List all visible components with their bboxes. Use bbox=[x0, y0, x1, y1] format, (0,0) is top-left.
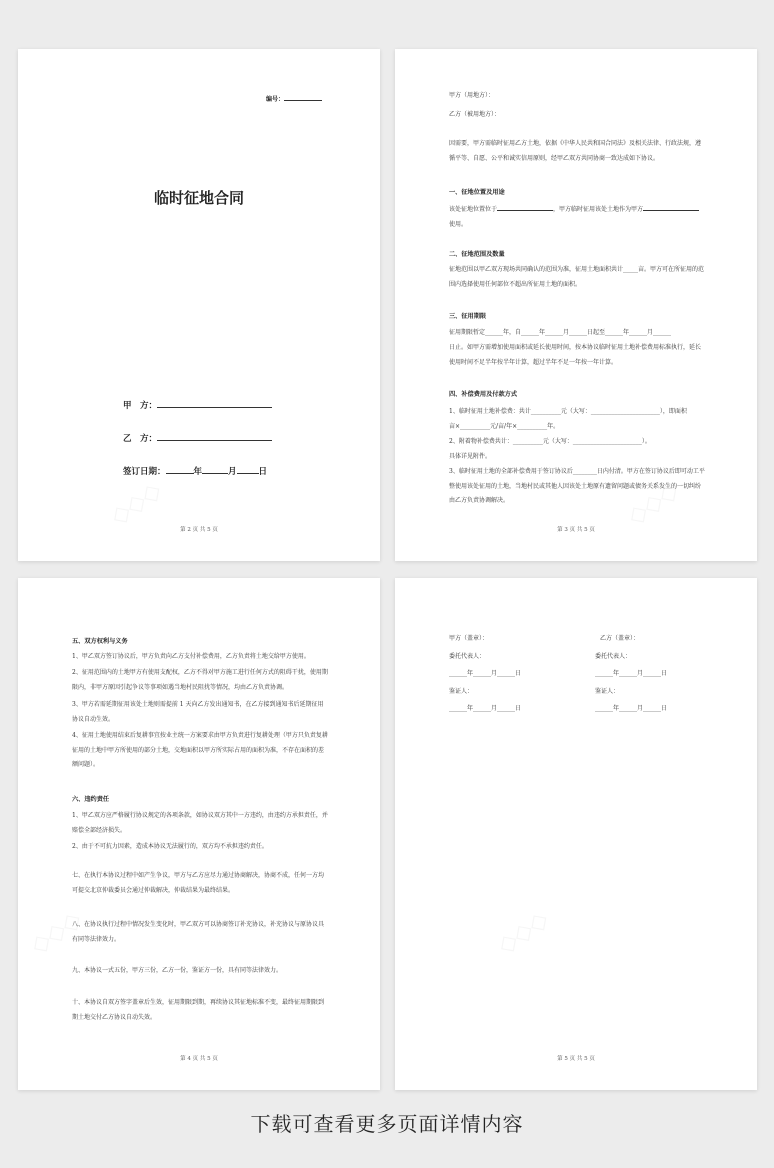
party-b-rep-date: ______年______月______日 bbox=[595, 670, 668, 677]
party-a-seal: 甲方（盖章）： bbox=[449, 635, 489, 642]
section-7: 七、在执行本协议过程中如产生争议，甲方与乙方应尽力通过协商解决，协商不成，任何一方均可提交北京仲裁委员会通过仲裁解决，仲裁结果为最终结果。 bbox=[72, 872, 325, 894]
document-page-3 bbox=[18, 578, 380, 1090]
location-blank bbox=[497, 203, 553, 211]
section-1-text bbox=[449, 203, 699, 218]
party-a-label: 甲 方： bbox=[123, 401, 158, 411]
party-b-label: 乙 方： bbox=[123, 434, 158, 444]
party-b-rep: 委托代表人： bbox=[595, 653, 632, 660]
party-b-line: 乙方（被用地方）： bbox=[449, 111, 501, 118]
party-a-line: 甲方（用地方）： bbox=[449, 92, 495, 99]
section-4-item-2: 2、附着物补偿费共计：__________元（大写：_______________________）。 bbox=[449, 438, 651, 445]
s1-text-a: 该处征地位置位于 bbox=[449, 206, 498, 213]
section-3-period-line: 征用期限暂定______年，自______年______月______日起至______年______月______ bbox=[449, 329, 672, 336]
signing-date-field bbox=[123, 465, 267, 477]
party-b-blank bbox=[157, 433, 272, 441]
page-number: 第 4 页 共 5 页 bbox=[180, 1056, 218, 1062]
year-blank bbox=[166, 466, 194, 474]
section-6-title: 六、违约责任 bbox=[72, 796, 110, 803]
document-page-4 bbox=[395, 578, 757, 1090]
section-1-text-end: 使用。 bbox=[449, 221, 468, 228]
section-3-text: 日止。如甲方需增加使用面积或延长使用时间，按本协议临时征用土地补偿费用标准执行，延长使用时间不足半年按半年计算，超过半年不足一年按一年计算。 bbox=[449, 344, 702, 366]
day-blank bbox=[237, 466, 259, 474]
month-label: 月 bbox=[228, 467, 237, 477]
section-5-p4: 4、征用土地使用结束后复耕事宜按业主统一方案要求由甲方负责进行复耕处理（甲方只负责复耕征用的土地中甲方所使用的部分土地，交地面积以甲方所实际占用的面积为准，不存在面积的差额问题）。 bbox=[72, 732, 328, 768]
document-title: 临时征地合同 bbox=[153, 189, 244, 207]
document-page-2 bbox=[395, 49, 757, 561]
section-6-p1: 1、甲乙双方应严格履行协议规定的各项条款，如协议双方其中一方违约，由违约方承担责任，并赔偿全部经济损失。 bbox=[72, 812, 328, 834]
party-a-blank bbox=[157, 400, 272, 408]
section-10: 十、本协议自双方签字盖章后生效，征用期限到期，再续协议其征地标准不变，最终征用期限到期土地交付乙方协议自动失效。 bbox=[72, 999, 325, 1021]
section-1-title: 一、征地位置及用途 bbox=[449, 189, 505, 196]
section-3-title: 三、征用期限 bbox=[449, 313, 487, 320]
section-5-p3: 3、甲方若需延期征用该处土地则需提前 1 天向乙方发出通知书，在乙方接到通知书后延期征用协议自动生效。 bbox=[72, 701, 324, 723]
page-number: 第 2 页 共 5 页 bbox=[180, 527, 218, 533]
section-9: 九、本协议一式五份，甲方三份，乙方一份，鉴证方一份，具有同等法律效力。 bbox=[72, 967, 283, 974]
contract-number-blank bbox=[284, 93, 322, 101]
section-4-item-3: 3、临时征用土地的全部补偿费用于签订协议后________日内付清。甲方在签订协议后即可动工平整使用该处征用的土地，当地村民或其他人因该处土地原有遗留问题或债务关系发生的一切纠纷由乙方负责协调解决。 bbox=[449, 468, 705, 504]
intro-paragraph: 因需要，甲方需临时征用乙方土地，依据《中华人民共和国合同法》及相关法律、行政法规，遵循平等、自愿、公平和诚实信用原则，经甲乙双方共同协商一致达成如下协议。 bbox=[449, 140, 702, 162]
party-a-rep-date: ______年______月______日 bbox=[449, 670, 522, 677]
day-label: 日 bbox=[258, 467, 268, 477]
watermark bbox=[25, 905, 86, 960]
watermark bbox=[105, 476, 166, 531]
month-blank bbox=[202, 466, 228, 474]
section-4-item-1-cont: 亩×__________元/亩/年×__________年。 bbox=[449, 423, 560, 430]
download-more-caption[interactable]: 下载可查看更多页面详情内容 bbox=[250, 1112, 524, 1136]
party-b-seal: 乙方（盖章）： bbox=[600, 635, 640, 642]
page-number: 第 5 页 共 5 页 bbox=[557, 1056, 595, 1062]
section-4-item-1: 1、临时征用土地补偿费：共计__________元（大写：_______________________），即面积 bbox=[449, 408, 687, 415]
section-2-title: 二、征地范围及数量 bbox=[449, 251, 505, 258]
section-5-title: 五、双方权利与义务 bbox=[72, 638, 128, 645]
section-5-p2: 2、征用范围内的土地甲方有使用支配权，乙方不得对甲方施工进行任何方式的阻碍干扰，使用期限内，非甲方原因引起争议等事项如遇当地村民阻扰等情况，均由乙方负责协调。 bbox=[72, 669, 328, 691]
party-a-witness-date: ______年______月______日 bbox=[449, 705, 522, 712]
party-b-witness: 鉴证人： bbox=[595, 688, 620, 695]
party-b-witness-date: ______年______月______日 bbox=[595, 705, 668, 712]
purpose-blank bbox=[643, 203, 699, 211]
page-number: 第 3 页 共 5 页 bbox=[557, 527, 595, 533]
section-6-p2: 2、由于不可抗力因素，造成本协议无法履行的，双方均不承担违约责任。 bbox=[72, 843, 268, 850]
signing-date-label: 签订日期： bbox=[123, 467, 166, 477]
contract-number-label: 编号： bbox=[266, 96, 285, 103]
document-page-cover bbox=[18, 49, 380, 561]
contract-number bbox=[266, 93, 322, 103]
watermark bbox=[492, 905, 553, 960]
section-5-p1: 1、甲乙双方签订协议后，甲方负责向乙方支付补偿费用，乙方负责将土地交给甲方使用。 bbox=[72, 653, 310, 660]
s1-text-b: ，甲方临时征用该处土地作为甲方 bbox=[553, 206, 644, 213]
party-b-field bbox=[123, 432, 272, 444]
party-a-field bbox=[123, 399, 272, 411]
year-label: 年 bbox=[193, 467, 203, 477]
party-a-witness: 鉴证人： bbox=[449, 688, 474, 695]
section-4-item-2-cont: 具体详见附件。 bbox=[449, 453, 492, 460]
section-2-text: 征地范围以甲乙双方现场共同确认的范围为准，征用土地面积共计_____亩。甲方可在所征用的范围内选择使用任何部位不超出所征用土地的面积。 bbox=[449, 266, 705, 288]
party-a-rep: 委托代表人： bbox=[449, 653, 486, 660]
section-8: 八、在协议执行过程中情况发生变化时，甲乙双方可以协商签订补充协议，补充协议与原协议具有同等法律效力。 bbox=[72, 921, 325, 943]
section-4-title: 四、补偿费用及付款方式 bbox=[449, 391, 518, 398]
